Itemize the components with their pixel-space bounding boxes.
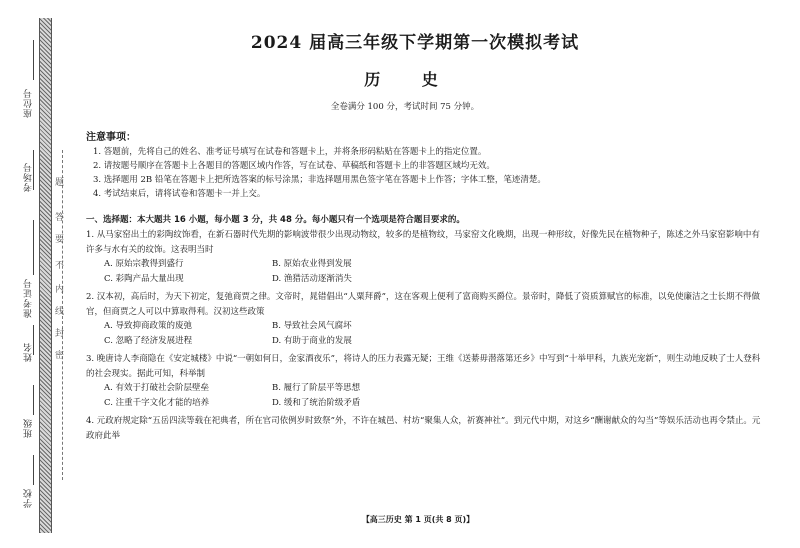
label-line: [33, 455, 34, 485]
exam-info: 全卷满分 100 分，考试时间 75 分钟。: [330, 102, 480, 112]
notice-item: 2. 请按题号顺序在答题卡上各题目的答题区域内作答，写在试卷、草稿纸和答题卡上的非答题区域均无效。: [93, 161, 495, 171]
question-2: [86, 290, 764, 349]
notice-list: [86, 145, 764, 201]
notice-item: 3. 选择题用 2B 铅笔在答题卡上把所选答案的标号涂黑；非选择题用黑色签字笔在答题卡上作答；字体工整，笔迹清楚。: [93, 175, 546, 185]
question-options: [104, 257, 764, 287]
room-number-label: 考场号: [24, 162, 34, 192]
binding-pattern: [39, 18, 52, 533]
seal-char: 密: [55, 351, 65, 361]
admission-number-label: 准考证号: [24, 278, 34, 318]
page-footer: 【高三历史 第 1 页(共 8 页)】: [361, 515, 475, 524]
question-stem: 4. 元政府规定除“五岳四渎等载在祀典者，所在官司依例岁时致祭”外，不许在城邑、村坊“聚集人众，祈赛神社”。到元代中期，对这乡“酬谢献众的勾当”等娱乐活动也再令禁止。元政府此举: [86, 416, 761, 441]
question-3: [86, 352, 764, 411]
question-1: [86, 228, 764, 287]
question-4: [86, 414, 764, 443]
seal-char: 答: [55, 213, 65, 223]
seal-char: 线: [55, 307, 65, 317]
option-b: B. 履行了阶层平等思想: [272, 383, 361, 393]
seal-char: 不: [55, 261, 65, 271]
question-stem: 1. 从马家窑出土的彩陶纹饰看，在新石器时代先期的影响波带很少出现动物纹，较多的是植物纹，马家窑文化晚期，出现一种形纹，好像先民在植物种子，陈述之外马家窑影响中有许多与水有关的纹饰。这表明当时: [86, 230, 760, 255]
option-b: B. 导致社会风气腐坏: [272, 321, 352, 331]
subject-title: 历 史: [364, 70, 456, 89]
option-d: D. 缓和了统治阶级矛盾: [272, 398, 361, 408]
exam-title: 2024 届高三年级下学期第一次模拟考试: [250, 33, 580, 53]
notice-item: 1. 答题前，先将自己的姓名、准考证号填写在试卷和答题卡上，并将条形码粘贴在答题卡上的指定位置。: [93, 147, 487, 157]
option-d: D. 渔猎活动逐渐消失: [272, 274, 352, 284]
exam-page: [86, 28, 764, 443]
class-label: 班级: [24, 418, 34, 438]
option-c: C. 注重千字文化才能的培养: [104, 398, 210, 408]
label-line: [33, 385, 34, 415]
label-line: [33, 40, 34, 80]
notice-item: 4. 考试结束后，请将试卷和答题卡一并上交。: [93, 189, 266, 199]
label-line: [33, 220, 34, 275]
question-options: [104, 319, 764, 349]
option-b: B. 原始农业得到发展: [272, 259, 352, 269]
option-c: C. 忽略了经济发展进程: [104, 336, 193, 346]
option-a: A. 有效于打破社会阶层壁垒: [104, 383, 210, 393]
option-c: C. 彩陶产品大量出现: [104, 274, 184, 284]
seal-char: 题: [55, 178, 65, 188]
notice-heading: 注意事项：: [86, 132, 136, 143]
seal-char: 内: [55, 285, 65, 295]
seal-char: 要: [55, 235, 65, 245]
option-d: D. 有助于商业的发展: [272, 336, 352, 346]
question-options: [104, 381, 764, 411]
name-label: 姓名: [24, 342, 34, 362]
question-stem: 3. 晚唐诗人李商隐在《安定城楼》中说“一朝如何日，金家酒夜乐”，将诗人的压力表露无疑；王维《送綦毋潜落第还乡》中写到“十举甲科，九族光宠新”，则生动地反映了士人登科的社会现实。据此可知，科举制: [86, 354, 761, 379]
seal-char: 封: [55, 329, 65, 339]
section-heading: 一、选择题：本大题共 16 小题，每小题 3 分，共 48 分。每小题只有一个选项是符合题目要求的。: [86, 215, 465, 225]
option-a: A. 原始宗教得到盛行: [104, 259, 184, 269]
school-label: 学校: [24, 488, 34, 508]
seat-number-label: 座位号: [24, 88, 34, 118]
question-stem: 2. 汉本初，高后时，为天下初定，复弛商贾之律。文帝时，晁错倡出“人粟拜爵”，这在客观上便利了富商购买爵位。景帝时，降低了资质算赋官的标准，以免使廉洁之士长期不得做官，但商贾之人可以中算取得利。汉初这些政策: [86, 292, 761, 317]
option-a: A. 导致抑商政策的废弛: [104, 321, 193, 331]
